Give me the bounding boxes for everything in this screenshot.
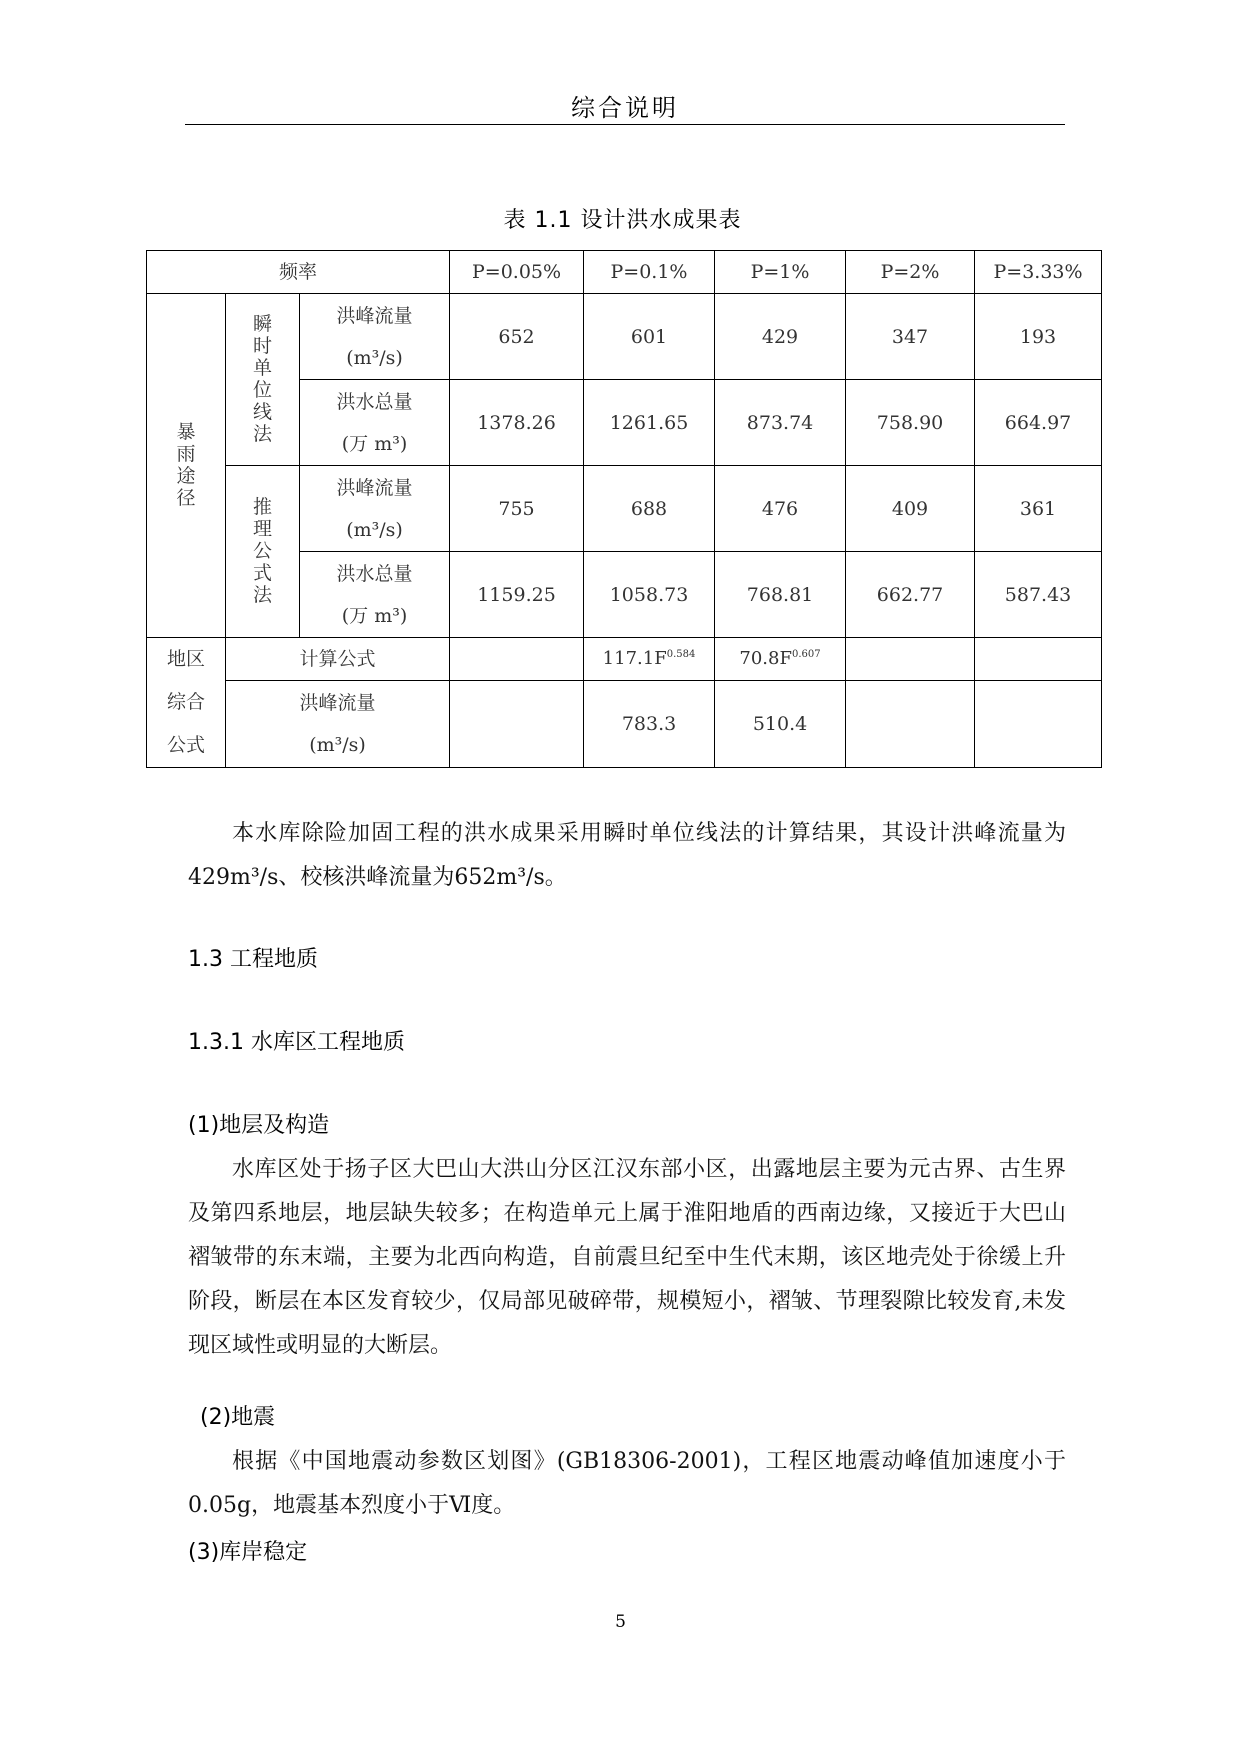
freq-col-1: P=0.1% xyxy=(584,251,715,294)
region-peak-label: 洪峰流量 xyxy=(299,692,376,715)
freq-col-4: P=3.33% xyxy=(975,251,1102,294)
region-peak-0 xyxy=(450,681,584,768)
flood-results-table xyxy=(146,250,1102,768)
region-peak-3 xyxy=(846,681,975,768)
freq-col-0: P=0.05% xyxy=(450,251,584,294)
formula-volume-4: 587.43 xyxy=(975,552,1102,638)
section-heading-1-3-1: 1.3.1 水库区工程地质 xyxy=(188,1030,405,1055)
formula-peak-1: 688 xyxy=(584,466,715,552)
uh-volume-3: 758.90 xyxy=(846,380,975,466)
uh-volume-4: 664.97 xyxy=(975,380,1102,466)
formula-p1-base: 70.8F xyxy=(739,648,792,670)
region-peak-4 xyxy=(975,681,1102,768)
region-peak-label-cell xyxy=(226,681,450,768)
formula-peak-3: 409 xyxy=(846,466,975,552)
region-group-cell xyxy=(147,638,226,768)
uh-peak-0: 652 xyxy=(450,294,584,380)
uh-volume-label: 洪水总量 xyxy=(336,390,413,413)
region-formula-row xyxy=(147,638,1102,681)
region-formula-0 xyxy=(450,638,584,681)
rain-group-label: 暴雨途径 xyxy=(176,421,196,509)
formula-p1-exp: 0.607 xyxy=(791,649,821,661)
region-group-label: 地区综合公式 xyxy=(166,648,205,756)
page-header: 综合说明 xyxy=(571,94,679,122)
subheading-bank-stability: (3)库岸稳定 xyxy=(188,1540,308,1565)
formula-peak-label-cell xyxy=(300,466,450,552)
formula-peak-unit: (m³/s) xyxy=(346,518,403,541)
uh-volume-1: 1261.65 xyxy=(584,380,715,466)
uh-method-cell xyxy=(226,294,300,466)
formula-p01-exp: 0.584 xyxy=(666,649,696,661)
formula-peak-row xyxy=(147,466,1102,552)
uh-peak-unit: (m³/s) xyxy=(346,346,403,369)
formula-p01-base: 117.1F xyxy=(602,648,667,670)
uh-method-label: 瞬时单位线法 xyxy=(252,313,272,445)
formula-volume-unit: (万 m³) xyxy=(341,604,408,627)
formula-volume-1: 1058.73 xyxy=(584,552,715,638)
uh-peak-2: 429 xyxy=(715,294,846,380)
formula-volume-0: 1159.25 xyxy=(450,552,584,638)
table-caption: 表 1.1 设计洪水成果表 xyxy=(503,208,742,233)
formula-volume-label: 洪水总量 xyxy=(336,562,413,585)
uh-peak-row xyxy=(147,294,1102,380)
uh-peak-label: 洪峰流量 xyxy=(336,304,413,327)
freq-col-2: P=1% xyxy=(715,251,846,294)
earthquake-paragraph: 根据《中国地震动参数区划图》(GB18306-2001)，工程区地震动峰值加速度小于0.05g，地震基本烈度小于Ⅵ度。 xyxy=(188,1449,1066,1518)
region-formula-3 xyxy=(846,638,975,681)
region-peak-1: 783.3 xyxy=(584,681,715,768)
frequency-row xyxy=(147,251,1102,294)
formula-volume-2: 768.81 xyxy=(715,552,846,638)
flood-result-paragraph: 本水库除险加固工程的洪水成果采用瞬时单位线法的计算结果，其设计洪峰流量为429m³/s、校核洪峰流量为652m³/s。 xyxy=(188,821,1066,890)
region-peak-2: 510.4 xyxy=(715,681,846,768)
formula-method-cell xyxy=(226,466,300,638)
subheading-earthquake: (2)地震 xyxy=(200,1405,276,1430)
uh-peak-1: 601 xyxy=(584,294,715,380)
region-formula-1 xyxy=(584,638,715,681)
calc-formula-label: 计算公式 xyxy=(226,638,450,681)
section-heading-1-3: 1.3 工程地质 xyxy=(188,947,318,972)
formula-peak-0: 755 xyxy=(450,466,584,552)
uh-volume-2: 873.74 xyxy=(715,380,846,466)
formula-method-label: 推理公式法 xyxy=(252,496,272,606)
uh-volume-unit: (万 m³) xyxy=(341,432,408,455)
freq-col-3: P=2% xyxy=(846,251,975,294)
page-number: 5 xyxy=(615,1612,626,1632)
formula-volume-3: 662.77 xyxy=(846,552,975,638)
uh-volume-0: 1378.26 xyxy=(450,380,584,466)
region-formula-2 xyxy=(715,638,846,681)
region-peak-unit: (m³/s) xyxy=(309,734,366,757)
formula-peak-2: 476 xyxy=(715,466,846,552)
uh-peak-3: 347 xyxy=(846,294,975,380)
uh-peak-4: 193 xyxy=(975,294,1102,380)
uh-peak-label-cell xyxy=(300,294,450,380)
uh-volume-label-cell xyxy=(300,380,450,466)
formula-volume-label-cell xyxy=(300,552,450,638)
region-formula-4 xyxy=(975,638,1102,681)
rain-group-cell xyxy=(147,294,226,638)
formula-peak-4: 361 xyxy=(975,466,1102,552)
frequency-label: 频率 xyxy=(147,251,450,294)
header-rule xyxy=(185,124,1065,125)
strata-paragraph: 水库区处于扬子区大巴山大洪山分区江汉东部小区，出露地层主要为元古界、古生界及第四系地层，地层缺失较多；在构造单元上属于淮阳地盾的西南边缘，又接近于大巴山褶皱带的东末端，主要为北西向构造，自前震旦纪至中生代末期，该区地壳处于徐缓上升阶段，断层在本区发育较少，仅局部见破碎带，规模短小，褶皱、节理裂隙比较发育,未发现区域性或明显的大断层。 xyxy=(188,1157,1066,1358)
formula-peak-label: 洪峰流量 xyxy=(336,476,413,499)
region-peak-row xyxy=(147,681,1102,768)
subheading-strata: (1)地层及构造 xyxy=(188,1113,330,1138)
